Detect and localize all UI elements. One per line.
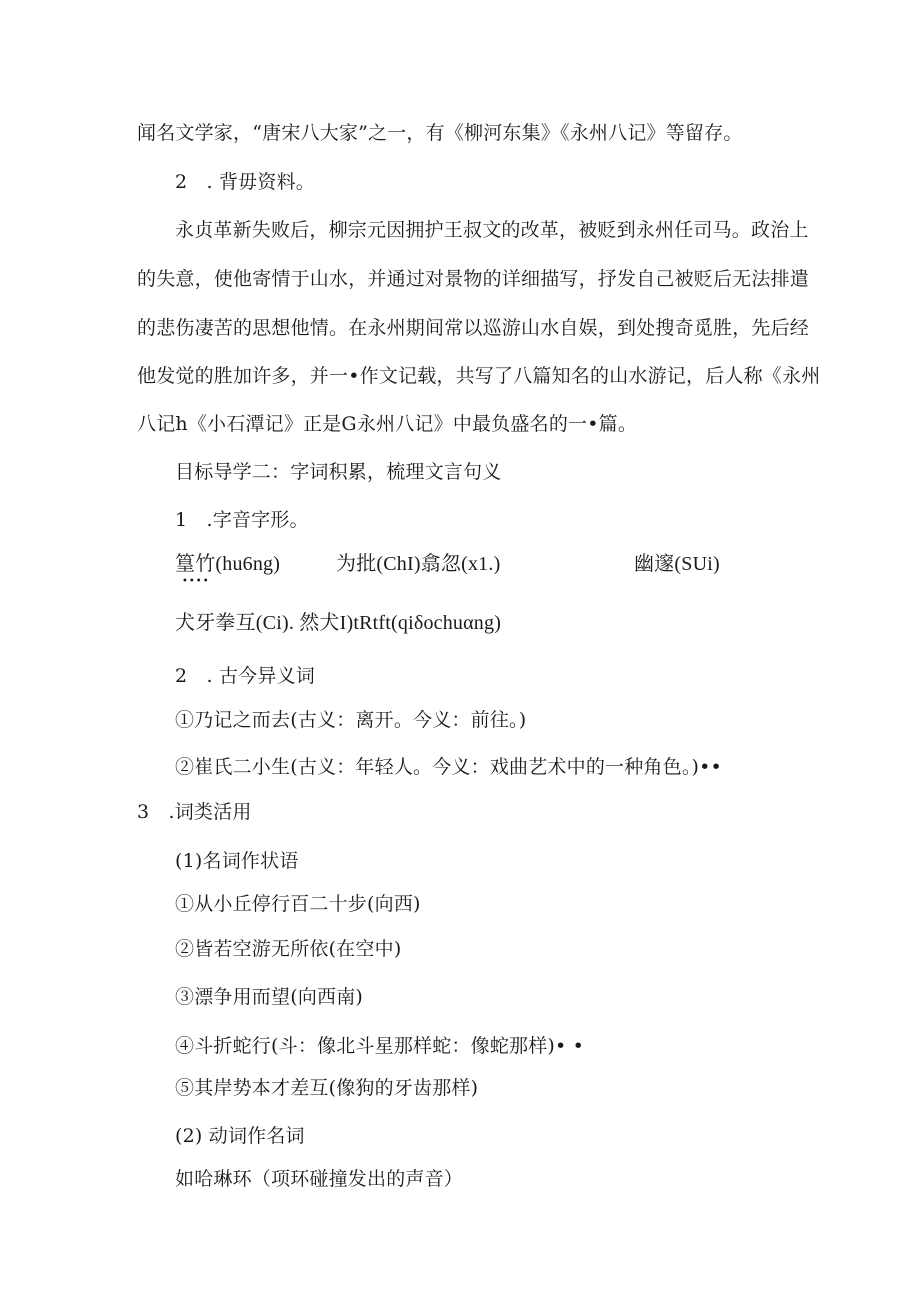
text-line: 八记h《小石潭记》正是G永州八记》中最负盛名的一•篇。 [137,413,638,435]
pronunciation-row: 犬牙拳互(Ci). 然犬I)tRtft(qiδochuαng) [175,612,502,634]
pronunciation-item: 幽邃(SUi) [634,553,720,575]
text-line: 他发觉的胜加许多，并一•作文记载，共写了八篇知名的山水游记，后人称《永州 [137,365,821,387]
text-line: 闻名文学家，“唐宋八大家”之一，有《柳河东集》《永州八记》等留存。 [137,122,743,144]
section-heading: 2 . 背毋资料。 [175,171,315,193]
text-line: 的悲伤凄苦的思想他情。在永州期间常以巡游山水自娱，到处搜奇觅胜，先后经 [137,317,810,339]
pronunciation-item: 篁竹(hu6ng) [175,553,281,575]
pronunciation-item: 为批(ChI)翕忽(x1.) [336,553,501,575]
text-line: ①从小丘停行百二十步(向西) [175,893,421,915]
text-line: ②皆若空游无所依(在空中) [175,938,402,960]
subsection-heading: (1)名词作状语 [175,850,299,872]
section-heading: 3 .词类活用 [137,801,252,823]
subsection-heading: 1 .字音字形。 [175,509,309,531]
emphasis-dots: •••• [182,576,210,587]
subsection-heading: (2) 动词作名词 [175,1125,305,1147]
text-line: ③漂争用而望(向西南) [175,986,364,1008]
text-line: 如哈琳环（项环碰撞发出的声音） [175,1168,464,1190]
section-heading: 目标导学二：字词积累，梳理文言句义 [175,461,502,483]
text-line: ④斗折蛇行(斗：像北斗星那样蛇：像蛇那样)• • [175,1035,585,1057]
text-line: 永贞革新失败后，柳宗元因拥护王叔文的改革，被贬到永州任司马。政治上 [175,219,809,241]
text-line: ②崔氏二小生(古义：年轻人。今义：戏曲艺术中的一种角色。)•• [175,756,722,778]
text-line: ①乃记之而去(古义：离开。今义：前往。) [175,709,527,731]
text-line: 的失意，使他寄情于山水，并通过对景物的详细描写，抒发自己被贬后无法排遣 [137,268,810,290]
subsection-heading: 2 . 古今异义词 [175,665,315,687]
text-line: ⑤其岸势本才差互(像狗的牙齿那样) [175,1077,479,1099]
